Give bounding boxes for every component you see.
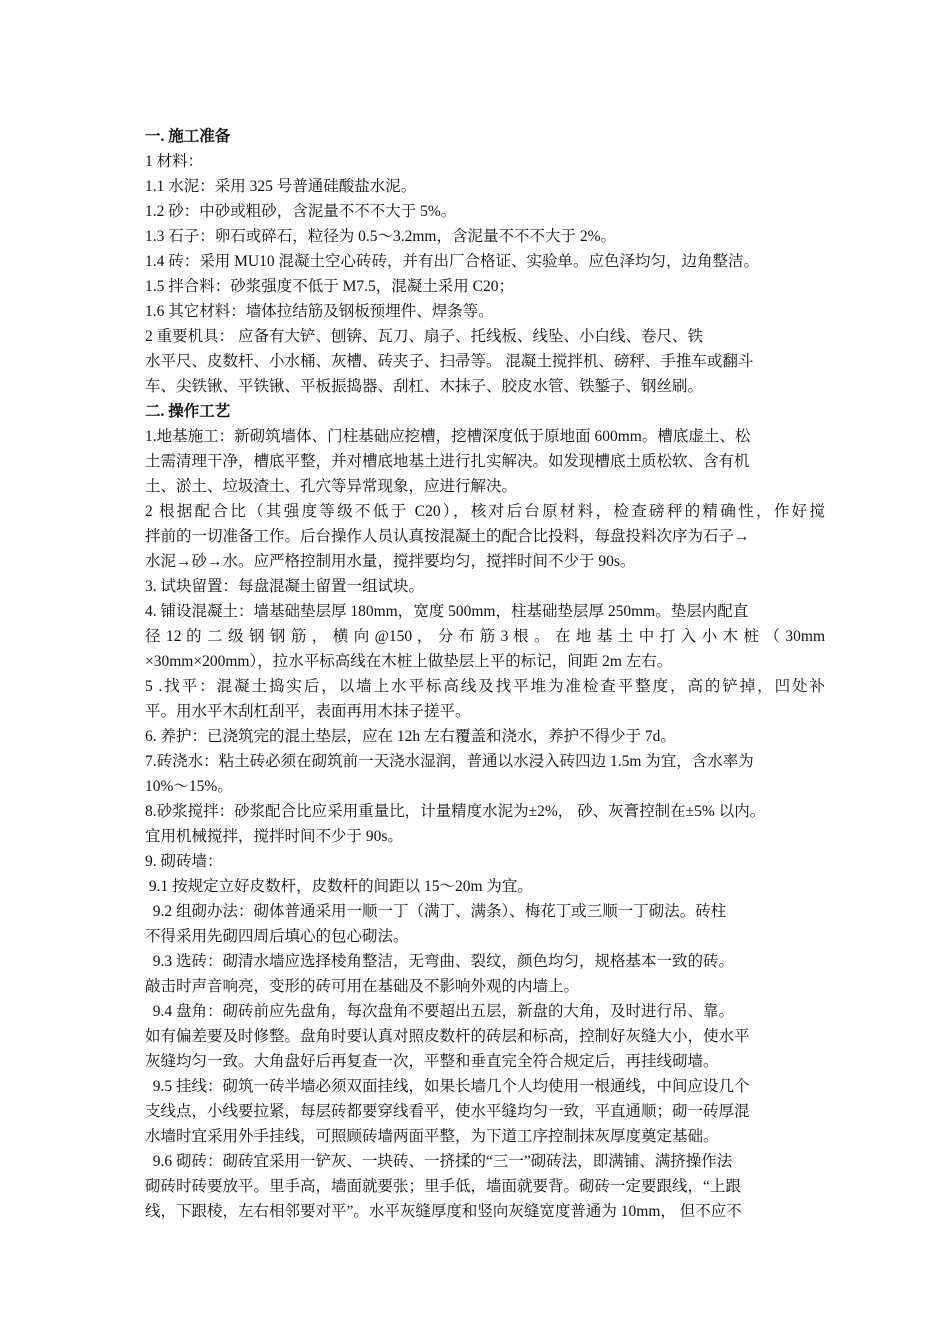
text-line: 车、尖铁锹、平铁锹、平板振捣器、刮杠、木抹子、胶皮水管、铁錾子、钢丝刷。 xyxy=(145,378,704,395)
text-line: 5 .找平：混凝土捣实后，以墙上水平标高线及找平堆为准检查平整度，高的铲掉，凹处补 xyxy=(145,678,825,695)
text-line: 1.6 其它材料：墙体拉结筋及钢板预埋件、焊条等。 xyxy=(145,303,494,320)
text-line: 水泥→砂→水。应严格控制用水量，搅拌要均匀，搅拌时间不少于 90s。 xyxy=(145,553,636,570)
text-line: 8.砂浆搅拌：砂浆配合比应采用重量比，计量精度水泥为±2%， 砂、灰膏控制在±5% 以内。 xyxy=(145,803,766,820)
text-line: 如有偏差要及时修整。盘角时要认真对照皮数杆的砖层和标高，控制好灰缝大小，使水平 xyxy=(145,1028,750,1045)
text-line: 土、淤土、垃圾渣土、孔穴等异常现象，应进行解决。 xyxy=(145,478,518,495)
section-heading: 一. 施工准备 xyxy=(145,128,231,145)
text-line: 水平尺、皮数杆、小水桶、灰槽、砖夹子、扫帚等。 混凝土搅拌机、磅秤、手推车或翻斗 xyxy=(145,353,754,370)
text-line: 6. 养护：已浇筑完的混土垫层，应在 12h 左右覆盖和浇水，养护不得少于 7d。 xyxy=(145,728,676,745)
text-line: 不得采用先砌四周后填心的包心砌法。 xyxy=(145,928,409,945)
text-line: 1.1 水泥：采用 325 号普通硅酸盐水泥。 xyxy=(145,178,417,195)
text-line: 线，下跟棱，左右相邻要对平”。水平灰缝厚度和竖向灰缝宽度普通为 10mm， 但不应不 xyxy=(145,1203,742,1220)
document-body xyxy=(145,124,825,1224)
text-line: 2 重要机具： 应备有大铲、刨锛、瓦刀、扇子、托线板、线坠、小白线、卷尺、铁 xyxy=(145,328,704,345)
text-line: 1.4 砖：采用 MU10 混凝土空心砖砖，并有出厂合格证、实验单。应色泽均匀，边角整洁。 xyxy=(145,253,759,270)
text-line: 1.3 石子：卵石或碎石，粒径为 0.5～3.2mm，含泥量不不不大于 2%。 xyxy=(145,228,617,245)
text-line: 9.1 按规定立好皮数杆，皮数杆的间距以 15～20m 为宜。 xyxy=(145,878,533,895)
text-line: 敲击时声音响亮，变形的砖可用在基础及不影响外观的内墙上。 xyxy=(145,978,580,995)
text-line: 7.砖浇水：粘土砖必须在砌筑前一天浇水湿润，普通以水浸入砖四边 1.5m 为宜，含水率为 xyxy=(145,753,754,770)
text-line: 9.4 盘角：砌砖前应先盘角，每次盘角不要超出五层，新盘的大角，及时进行吊、靠。 xyxy=(145,1003,735,1020)
section-heading: 二. 操作工艺 xyxy=(145,403,231,420)
text-line: 1.2 砂：中砂或粗砂，含泥量不不不大于 5%。 xyxy=(145,203,457,220)
text-line: 1.地基施工：新砌筑墙体、门柱基础应挖槽，挖槽深度低于原地面 600mm。槽底虚土、松 xyxy=(145,428,751,445)
text-line: 径 12 的 二 级 钢 钢 筋 ， 横 向 @150 ， 分 布 筋 3 根 。 在 地 基 土 中 打 入 小 木 桩 （ 30mm xyxy=(145,628,825,645)
text-line: 3. 试块留置：每盘混凝土留置一组试块。 xyxy=(145,578,425,595)
text-line: 土需清理干净，槽底平整，并对槽底地基土进行扎实解决。如发现槽底土质松软、含有机 xyxy=(145,453,750,470)
text-line: 4. 铺设混凝土：墙基础垫层厚 180mm，宽度 500mm，柱基础垫层厚 250mm。垫层内配直 xyxy=(145,603,749,620)
text-line: 支线点，小线要拉紧，每层砖都要穿线看平，使水平缝均匀一致，平直通顺；砌一砖厚混 xyxy=(145,1103,750,1120)
text-line: 平。用水平木刮杠刮平，表面再用木抹子搓平。 xyxy=(145,703,471,720)
text-line: 9.3 选砖：砌清水墙应选择棱角整洁，无弯曲、裂纹，颜色均匀，规格基本一致的砖。 xyxy=(145,953,735,970)
text-line: 砌砖时砖要放平。里手高，墙面就要张；里手低，墙面就要背。砌砖一定要跟线，“上跟 xyxy=(145,1178,741,1195)
text-line: 1.5 拌合料：砂浆强度不低于 M7.5，混凝土采用 C20； xyxy=(145,278,514,295)
text-line: 9.6 砌砖：砌砖宜采用一铲灰、一块砖、一挤揉的“三一”砌砖法，即满铺、满挤操作法 xyxy=(145,1153,733,1170)
text-line: 灰缝均匀一致。大角盘好后再复查一次，平整和垂直完全符合规定后，再挂线砌墙。 xyxy=(145,1053,719,1070)
text-line: 2 根据配合比（其强度等级不低于 C20），核对后台原材料，检查磅秤的精确性，作好搅 xyxy=(145,503,825,520)
text-line: 拌前的一切准备工作。后台操作人员认真按混凝土的配合比投料，每盘投料次序为石子→ xyxy=(145,528,750,545)
text-line: 9.2 组砌办法：砌体普通采用一顺一丁（满丁、满条）、梅花丁或三顺一丁砌法。砖柱 xyxy=(145,903,727,920)
text-line: 10%～15%。 xyxy=(145,778,233,795)
text-line: 9. 砌砖墙： xyxy=(145,853,223,870)
text-line: 9.5 挂线：砌筑一砖半墙必须双面挂线，如果长墙几个人均使用一根通线，中间应设几个 xyxy=(145,1078,750,1095)
text-line: ×30mm×200mm），拉水平标高线在木桩上做垫层上平的标记，间距 2m 左右。 xyxy=(145,653,673,670)
text-line: 宜用机械搅拌，搅拌时间不少于 90s。 xyxy=(145,828,403,845)
text-line: 1 材料： xyxy=(145,153,204,170)
text-line: 水墙时宜采用外手挂线，可照顾砖墙两面平整，为下道工序控制抹灰厚度奠定基础。 xyxy=(145,1128,719,1145)
